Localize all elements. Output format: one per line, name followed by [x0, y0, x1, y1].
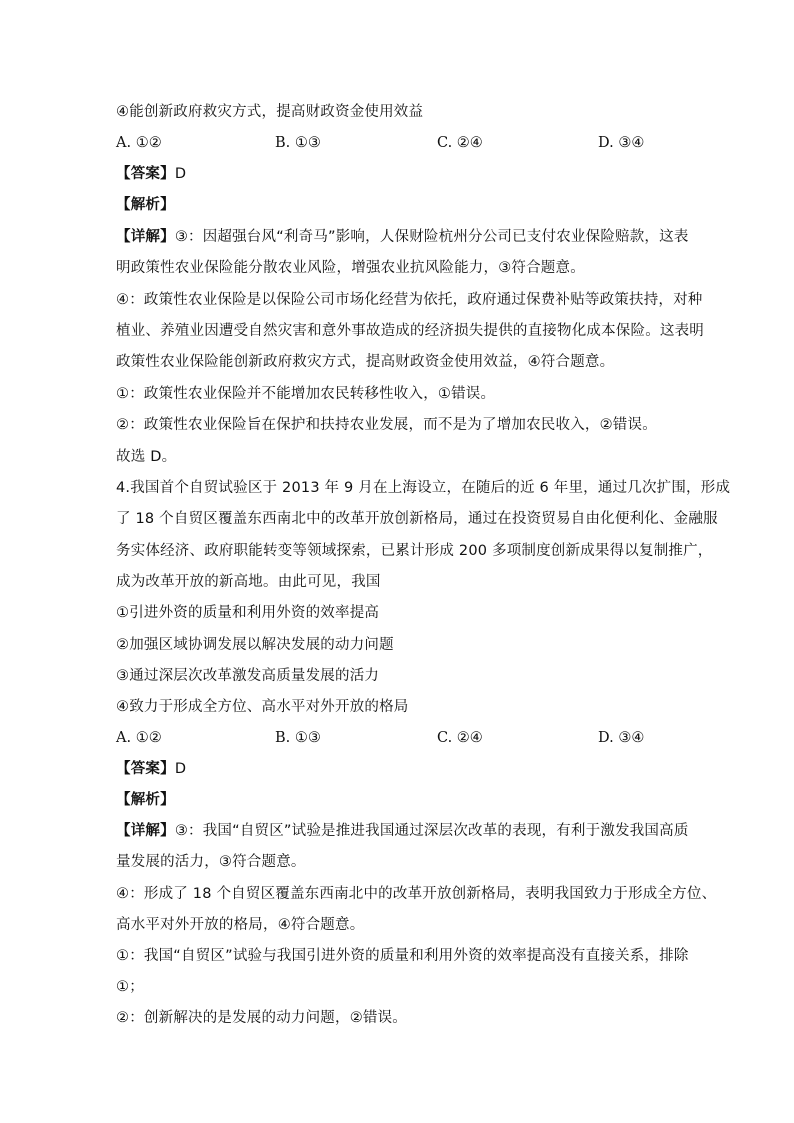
- question4-item-3: ③通过深层次改革激发高质量发展的活力: [116, 668, 380, 684]
- question4-stem-line-1: 4.我国首个自贸试验区于 2013 年 9 月在上海设立，在随后的近 6 年里，通过几次扩围，形成: [116, 480, 731, 496]
- question4-option-a: A. ①②: [116, 730, 162, 746]
- question4-detail-line-1: [116, 821, 689, 841]
- detail-text: ③：我国“自贸区”试验是推进我国通过深层次改革的表现，有利于激发我国高质: [174, 823, 689, 839]
- question3-detail-line-5: 政策性农业保险能创新政府救灾方式，提高财政资金使用效益，④符合题意。: [116, 354, 615, 370]
- question4-option-d: D. ③④: [598, 730, 645, 746]
- question4-stem-line-4: 成为改革开放的新高地。由此可见，我国: [116, 574, 381, 590]
- question4-detail-line-7: ②：创新解决的是发展的动力问题，②错误。: [116, 1010, 407, 1026]
- question4-detail-line-6: ①；: [116, 979, 144, 995]
- question4-answer: [116, 759, 676, 779]
- question3-option-a: A. ①②: [116, 135, 162, 151]
- answer-value: D: [174, 761, 187, 777]
- question3-option-b: B. ①③: [275, 135, 321, 151]
- question3-detail-line-3: ④：政策性农业保险是以保险公司市场化经营为依托，政府通过保费补贴等政策扶持，对种: [116, 292, 703, 308]
- question4-stem-line-2: 了 18 个自贸区覆盖东西南北中的改革开放创新格局，通过在投资贸易自由化便利化、金融服: [116, 511, 718, 527]
- question4-detail-line-4: 高水平对外开放的格局，④符合题意。: [116, 917, 365, 933]
- detail-label: 【详解】: [116, 823, 175, 839]
- question3-detail-line-7: ②：政策性农业保险旨在保护和扶持农业发展，而不是为了增加农民收入，②错误。: [116, 417, 657, 433]
- question3-option-c: C. ②④: [437, 135, 483, 151]
- question3-item-4: ④能创新政府救灾方式，提高财政资金使用效益: [116, 104, 424, 120]
- answer-label: 【答案】: [116, 166, 175, 182]
- question3-analysis-label: 【解析】: [116, 197, 175, 213]
- detail-text: ③：因超强台风“利奇马”影响，人保财险杭州分公司已支付农业保险赔款，这表: [174, 229, 689, 245]
- question4-detail-line-2: 量发展的活力，③符合题意。: [116, 854, 306, 870]
- question4-analysis-label: 【解析】: [116, 792, 175, 808]
- question3-answer: [116, 164, 676, 184]
- question3-conclusion: 故选 D。: [116, 449, 177, 465]
- question3-detail-line-4: 植业、养殖业因遭受自然灾害和意外事故造成的经济损失提供的直接物化成本保险。这表明: [116, 323, 704, 339]
- question4-item-4: ④致力于形成全方位、高水平对外开放的格局: [116, 699, 409, 715]
- answer-value: D: [174, 166, 187, 182]
- question4-item-2: ②加强区域协调发展以解决发展的动力问题: [116, 637, 394, 653]
- question4-option-c: C. ②④: [437, 730, 483, 746]
- question4-option-b: B. ①③: [275, 730, 321, 746]
- question3-detail-line-6: ①：政策性农业保险并不能增加农民转移性收入，①错误。: [116, 386, 496, 402]
- question3-detail-line-1: [116, 227, 689, 247]
- question3-option-d: D. ③④: [598, 135, 645, 151]
- question4-stem-line-3: 务实体经济、政府职能转变等领域探索，已累计形成 200 多项制度创新成果得以复制推广，: [116, 543, 713, 559]
- question4-detail-line-5: ①：我国“自贸区”试验与我国引进外资的质量和利用外资的效率提高没有直接关系，排除: [116, 948, 689, 964]
- question4-detail-line-3: ④：形成了 18 个自贸区覆盖东西南北中的改革开放创新格局，表明我国致力于形成全方位、: [116, 886, 717, 902]
- question3-detail-line-2: 明政策性农业保险能分散农业风险，增强农业抗风险能力，③符合题意。: [116, 260, 585, 276]
- detail-label: 【详解】: [116, 229, 175, 245]
- answer-label: 【答案】: [116, 761, 175, 777]
- question4-item-1: ①引进外资的质量和利用外资的效率提高: [116, 605, 380, 621]
